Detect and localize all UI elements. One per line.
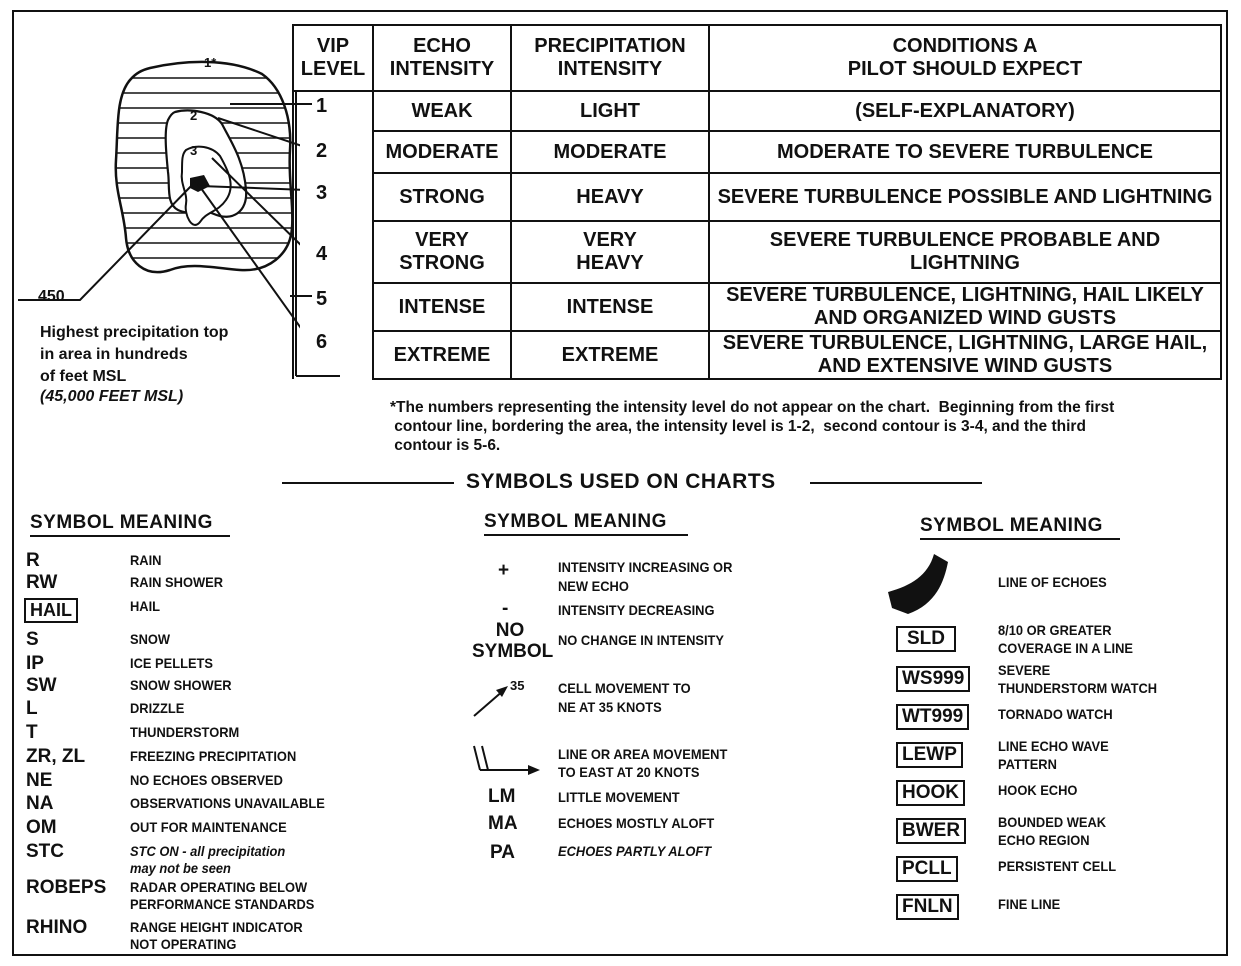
echo-cell: VERY STRONG xyxy=(373,221,511,283)
legend-symbol: LM xyxy=(488,786,516,807)
legend-meaning: RAIN SHOWER xyxy=(130,574,224,590)
legend-symbol: S xyxy=(26,629,39,650)
level-number-3: 3 xyxy=(316,182,328,204)
plus-symbol: + xyxy=(498,560,510,581)
boxed-symbol: BWER xyxy=(896,818,966,844)
level-number-5: 5 xyxy=(316,288,328,310)
echo-cell: INTENSE xyxy=(373,283,511,331)
precip-cell: EXTREME xyxy=(511,331,709,379)
legend-meaning: OBSERVATIONS UNAVAILABLE xyxy=(130,795,325,811)
boxed-symbol: FNLN xyxy=(896,894,959,920)
legend-meaning: BOUNDED WEAK xyxy=(998,814,1107,830)
level-number-4: 4 xyxy=(316,243,328,265)
legend-symbol: SW xyxy=(26,675,57,696)
boxed-symbol: WT999 xyxy=(896,704,969,730)
legend-meaning: SNOW xyxy=(130,631,171,647)
legend-symbol: R xyxy=(26,550,40,571)
precip-cell: MODERATE xyxy=(511,131,709,173)
legend-meaning: LINE OR AREA MOVEMENT xyxy=(558,746,728,762)
line-of-echoes-icon xyxy=(886,552,952,616)
legend-meaning: ECHO REGION xyxy=(998,832,1090,848)
top-caption-italic: (45,000 FEET MSL) xyxy=(40,388,184,405)
contour-label-1: 1* xyxy=(204,55,217,70)
table-row xyxy=(293,173,1221,221)
legend-meaning: HOOK ECHO xyxy=(998,782,1078,798)
legend-meaning: CELL MOVEMENT TO xyxy=(558,680,691,696)
legend-meaning: NO CHANGE IN INTENSITY xyxy=(558,632,725,648)
legend-meaning: OUT FOR MAINTENANCE xyxy=(130,819,287,835)
legend-symbol: NA xyxy=(26,793,54,814)
echo-cell: STRONG xyxy=(373,173,511,221)
header-echo-intensity: ECHO INTENSITY xyxy=(373,25,511,91)
area-movement-arrow-icon xyxy=(470,742,544,778)
legend-symbol: RW xyxy=(26,572,58,593)
legend-symbol: IP xyxy=(26,653,44,674)
legend-symbol: RHINO xyxy=(26,917,88,938)
top-caption: Highest precipitation top in area in hundreds of feet MSL xyxy=(40,324,229,385)
legend-symbol: ROBEPS xyxy=(26,877,107,898)
legend-meaning: LINE OF ECHOES xyxy=(998,574,1107,590)
legend-meaning: may not be seen xyxy=(130,860,231,876)
legend-meaning: PERFORMANCE STANDARDS xyxy=(130,896,315,912)
boxed-symbol: WS999 xyxy=(896,666,970,692)
contour-label-3: 3 xyxy=(190,143,198,158)
contour-label-2: 2 xyxy=(190,108,198,123)
legend-meaning: HAIL xyxy=(130,598,161,614)
level-column xyxy=(293,91,373,379)
boxed-symbol: SLD xyxy=(896,626,956,652)
legend-header-3: SYMBOL MEANING xyxy=(920,515,1120,540)
conditions-cell: SEVERE TURBULENCE, LIGHTNING, LARGE HAIL, AND EXTENSIVE WIND GUSTS xyxy=(709,331,1221,379)
precip-cell: INTENSE xyxy=(511,283,709,331)
legend-meaning: THUNDERSTORM WATCH xyxy=(998,680,1158,696)
level-number-2: 2 xyxy=(316,140,328,162)
legend-symbol: ZR, ZL xyxy=(26,746,86,767)
legend-meaning: RANGE HEIGHT INDICATOR xyxy=(130,919,303,935)
legend-symbol: PA xyxy=(490,842,515,863)
legend-meaning: SNOW SHOWER xyxy=(130,677,232,693)
conditions-cell: SEVERE TURBULENCE PROBABLE AND LIGHTNING xyxy=(709,221,1221,283)
legend-meaning: PERSISTENT CELL xyxy=(998,858,1117,874)
header-vip-level: VIP LEVEL xyxy=(293,25,373,91)
conditions-cell: MODERATE TO SEVERE TURBULENCE xyxy=(709,131,1221,173)
legend-symbol: OM xyxy=(26,817,57,838)
legend-meaning: FINE LINE xyxy=(998,896,1061,912)
legend-meaning: SEVERE xyxy=(998,662,1051,678)
boxed-symbol: LEWP xyxy=(896,742,963,768)
legend-meaning: 8/10 OR GREATER xyxy=(998,622,1112,638)
legend-symbol: STC xyxy=(26,841,64,862)
table-row xyxy=(293,331,1221,379)
conditions-cell: SEVERE TURBULENCE, LIGHTNING, HAIL LIKELY AND ORGANIZED WIND GUSTS xyxy=(709,283,1221,331)
legend-meaning: RAIN xyxy=(130,552,162,568)
legend-symbol: NE xyxy=(26,770,53,791)
echo-cell: MODERATE xyxy=(373,131,511,173)
legend-header-1: SYMBOL MEANING xyxy=(30,512,230,537)
legend-meaning: PATTERN xyxy=(998,756,1057,772)
precip-cell: VERY HEAVY xyxy=(511,221,709,283)
cell-speed-label: 35 xyxy=(510,678,525,693)
legend-meaning: ECHOES PARTLY ALOFT xyxy=(558,843,712,859)
table-row xyxy=(293,131,1221,173)
boxed-symbol: HAIL xyxy=(24,598,78,623)
legend-meaning: INTENSITY INCREASING OR xyxy=(558,559,733,575)
title-rule-left xyxy=(282,482,454,484)
legend-meaning: NO ECHOES OBSERVED xyxy=(130,772,283,788)
legend-symbol: L xyxy=(26,698,38,719)
legend-meaning: THUNDERSTORM xyxy=(130,724,240,740)
legend-meaning: FREEZING PRECIPITATION xyxy=(130,748,297,764)
footnote: *The numbers representing the intensity level do not appear on the chart. Beginning from the first contour line, bordering the area, the intensity level is 1-2, second contour is 3-4, and the third contour is 5-6. xyxy=(390,399,1115,454)
boxed-symbol: HOOK xyxy=(896,780,965,806)
legend-symbol: T xyxy=(26,722,38,743)
top-value: 450 xyxy=(38,288,65,305)
legend-meaning: STC ON - all precipitation xyxy=(130,843,286,859)
legend-meaning: COVERAGE IN A LINE xyxy=(998,640,1134,656)
echo-cell: EXTREME xyxy=(373,331,511,379)
minus-symbol: - xyxy=(502,598,509,619)
legend-meaning: DRIZZLE xyxy=(130,700,185,716)
legend-meaning: ICE PELLETS xyxy=(130,655,214,671)
table-row xyxy=(293,91,1221,131)
table-row xyxy=(293,221,1221,283)
table-row xyxy=(293,283,1221,331)
level-number-1: 1 xyxy=(316,95,328,117)
conditions-cell: (SELF-EXPLANATORY) xyxy=(709,91,1221,131)
legend-meaning: INTENSITY DECREASING xyxy=(558,602,715,618)
legend-meaning: ECHOES MOSTLY ALOFT xyxy=(558,815,715,831)
vip-level-table xyxy=(292,24,1222,380)
boxed-symbol: PCLL xyxy=(896,856,958,882)
conditions-cell: SEVERE TURBULENCE POSSIBLE AND LIGHTNING xyxy=(709,173,1221,221)
legend-meaning: NOT OPERATING xyxy=(130,936,237,952)
legend-meaning: LITTLE MOVEMENT xyxy=(558,789,680,805)
legend-meaning: NEW ECHO xyxy=(558,578,629,594)
precip-cell: LIGHT xyxy=(511,91,709,131)
legend-meaning: LINE ECHO WAVE xyxy=(998,738,1109,754)
header-conditions: CONDITIONS A PILOT SHOULD EXPECT xyxy=(709,25,1221,91)
legend-meaning: TORNADO WATCH xyxy=(998,706,1113,722)
precip-cell: HEAVY xyxy=(511,173,709,221)
header-precipitation-intensity: PRECIPITATION INTENSITY xyxy=(511,25,709,91)
no-symbol: NO SYMBOL xyxy=(472,620,554,662)
echo-cell: WEAK xyxy=(373,91,511,131)
level-number-6: 6 xyxy=(316,331,328,353)
legend-meaning: TO EAST AT 20 KNOTS xyxy=(558,764,700,780)
legend-meaning: NE AT 35 KNOTS xyxy=(558,699,662,715)
cell-movement-arrow-icon xyxy=(470,676,540,720)
legend-symbol: MA xyxy=(488,813,518,834)
legend-meaning: RADAR OPERATING BELOW xyxy=(130,879,308,895)
title-rule-right xyxy=(810,482,982,484)
section-title: SYMBOLS USED ON CHARTS xyxy=(466,470,776,493)
legend-header-2: SYMBOL MEANING xyxy=(484,511,688,536)
